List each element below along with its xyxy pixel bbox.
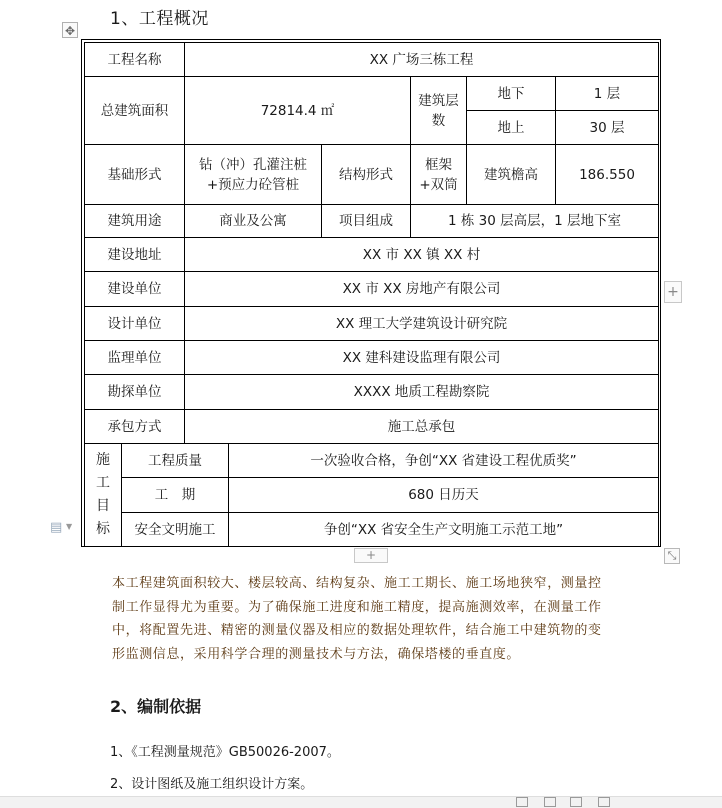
document-icon[interactable]: ▤ — [50, 520, 63, 535]
composition-value[interactable]: 1 栋 30 层高层，1 层地下室 — [411, 205, 659, 238]
paragraph-line: 形监测信息，采用科学合理的测量技术与方法，确保塔楼的垂直度。 — [112, 646, 521, 662]
reference-item: 1、《工程测量规范》GB50026-2007。 — [110, 745, 340, 760]
paragraph-line: 本工程建筑面积较大、楼层较高、结构复杂、施工工期长、施工场地狭窄，测量控 — [112, 576, 602, 591]
structure-value[interactable]: 框架+双筒 — [411, 145, 467, 205]
designer-label: 设计单位 — [85, 307, 185, 341]
project-info-grid — [84, 42, 659, 547]
reference-item: 2、设计图纸及施工组织设计方案。 — [110, 777, 314, 792]
paragraph-line: 中，将配置先进、精密的测量仪器及相应的数据处理软件，结合施工中建筑物的变 — [112, 623, 602, 638]
quality-label: 工程质量 — [122, 444, 229, 478]
table-resize-icon[interactable]: ⤡ — [664, 548, 680, 564]
eave-height-value[interactable]: 186.550 — [556, 145, 659, 205]
designer-value[interactable]: XX 理工大学建筑设计研究院 — [185, 307, 659, 341]
safety-value[interactable]: 争创“XX 省安全生产文明施工示范工地” — [229, 513, 659, 547]
foundation-value[interactable]: 钻（冲）孔灌注桩+预应力砼管桩 — [185, 145, 322, 205]
overview-paragraph — [112, 572, 638, 666]
outline-view-icon[interactable] — [570, 797, 582, 807]
table-move-handle-icon[interactable]: ✥ — [62, 22, 78, 38]
owner-label: 建设单位 — [85, 272, 185, 307]
add-row-button[interactable]: + — [354, 548, 388, 563]
goals-label-text: 施工目标 — [96, 452, 110, 537]
eave-height-label: 建筑檐高 — [467, 145, 556, 205]
chevron-down-icon[interactable]: ▼ — [66, 522, 73, 531]
address-label: 建设地址 — [85, 238, 185, 272]
below-ground-value[interactable]: 1 层 — [556, 77, 659, 111]
web-layout-icon[interactable] — [544, 797, 556, 807]
total-area-value[interactable]: 72814.4 ㎡ — [185, 77, 411, 145]
structure-label: 结构形式 — [322, 145, 411, 205]
composition-label: 项目组成 — [322, 205, 411, 238]
above-ground-label: 地上 — [467, 111, 556, 145]
building-use-value[interactable]: 商业及公寓 — [185, 205, 322, 238]
quality-value[interactable]: 一次验收合格，争创“XX 省建设工程优质奖” — [229, 444, 659, 478]
foundation-label: 基础形式 — [85, 145, 185, 205]
floors-label: 建筑层数 — [411, 77, 467, 145]
contract-value[interactable]: 施工总承包 — [185, 410, 659, 444]
above-ground-value[interactable]: 30 层 — [556, 111, 659, 145]
add-column-button[interactable]: + — [664, 281, 682, 303]
print-layout-icon[interactable] — [516, 797, 528, 807]
status-bar — [0, 796, 722, 808]
section-1-heading: 1、工程概况 — [110, 9, 209, 29]
contract-label: 承包方式 — [85, 410, 185, 444]
total-area-label: 总建筑面积 — [85, 77, 185, 145]
supervisor-value[interactable]: XX 建科建设监理有限公司 — [185, 341, 659, 375]
survey-value[interactable]: XXXX 地质工程勘察院 — [185, 375, 659, 410]
goals-label — [85, 444, 122, 547]
owner-value[interactable]: XX 市 XX 房地产有限公司 — [185, 272, 659, 307]
safety-label: 安全文明施工 — [122, 513, 229, 547]
reading-view-icon[interactable] — [598, 797, 610, 807]
building-use-label: 建筑用途 — [85, 205, 185, 238]
project-name-label: 工程名称 — [85, 43, 185, 77]
project-overview-table — [81, 39, 661, 547]
duration-label: 工 期 — [122, 478, 229, 513]
address-value[interactable]: XX 市 XX 镇 XX 村 — [185, 238, 659, 272]
below-ground-label: 地下 — [467, 77, 556, 111]
paragraph-line: 制工作显得尤为重要。为了确保施工进度和施工精度，提高施测效率，在测量工作 — [112, 599, 602, 615]
supervisor-label: 监理单位 — [85, 341, 185, 375]
section-2-heading: 2、编制依据 — [110, 697, 202, 716]
project-name-value[interactable]: XX 广场三栋工程 — [185, 43, 659, 77]
duration-value[interactable]: 680 日历天 — [229, 478, 659, 513]
survey-label: 勘探单位 — [85, 375, 185, 410]
